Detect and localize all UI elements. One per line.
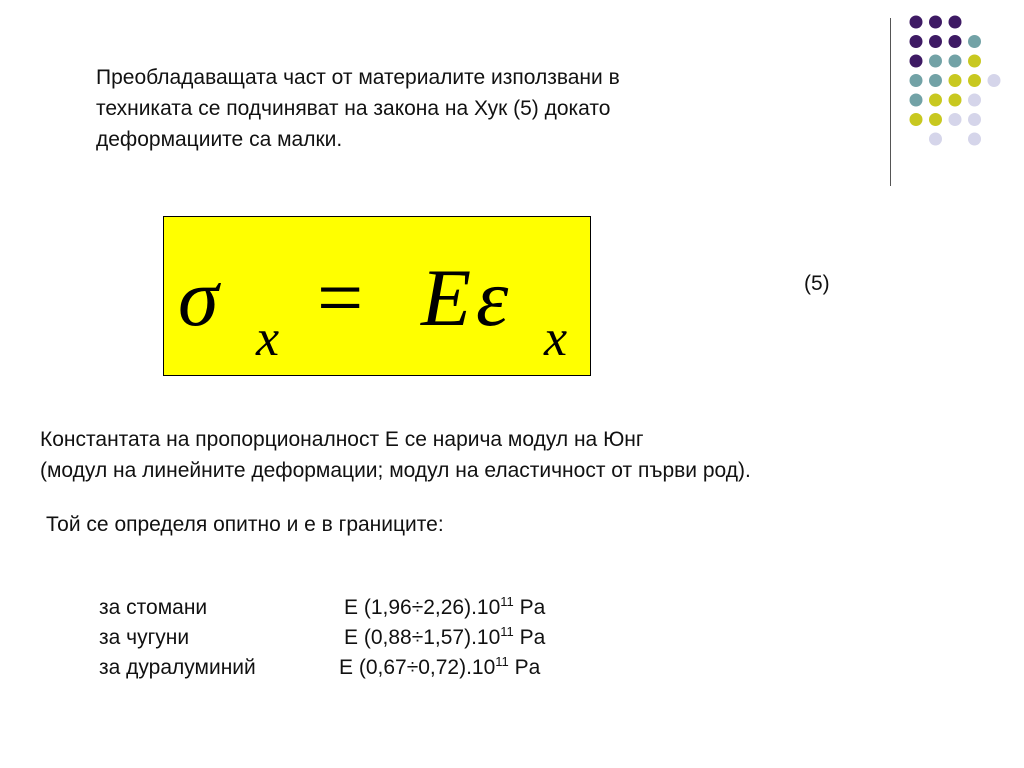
- decorative-dot: [929, 16, 942, 29]
- formula-epsilon: ε: [476, 252, 509, 343]
- material-name: за чугуни: [99, 626, 190, 649]
- decorative-dot: [949, 74, 962, 87]
- decorative-dot: [929, 35, 942, 48]
- experiment-sentence: Той се определя опитно и е в границите:: [46, 513, 444, 536]
- decorative-dot: [949, 16, 962, 29]
- decorative-dot: [968, 133, 981, 146]
- decorative-dot-grid: [900, 10, 1010, 170]
- decorative-dot: [910, 94, 923, 107]
- material-value: [344, 626, 545, 650]
- decorative-dot: [949, 113, 962, 126]
- value-prefix: Е (0,88÷1,57).10: [344, 626, 501, 649]
- material-name: за дуралуминий: [99, 656, 256, 679]
- value-unit: Pa: [508, 656, 541, 679]
- intro-line-3: деформациите са малки.: [96, 128, 343, 151]
- young-line-2: (модул на линейните деформации; модул на еластичност от първи род).: [40, 459, 751, 482]
- value-unit: Pa: [513, 596, 546, 619]
- decorative-dot: [910, 113, 923, 126]
- material-name: за стомани: [99, 596, 208, 619]
- intro-paragraph: [96, 62, 796, 155]
- hooke-law-formula-box: [163, 216, 591, 376]
- decorative-dot: [968, 35, 981, 48]
- decorative-dot: [968, 94, 981, 107]
- material-value: [344, 596, 545, 620]
- decorative-dot: [968, 113, 981, 126]
- young-modulus-paragraph: [40, 424, 751, 486]
- formula-equals: =: [317, 252, 364, 343]
- decorative-dot: [929, 55, 942, 68]
- value-exponent: 11: [500, 594, 514, 609]
- decorative-dot: [929, 74, 942, 87]
- intro-line-2: техниката се подчиняват на закона на Хук (5) докато: [96, 97, 611, 120]
- decorative-dot: [968, 74, 981, 87]
- decorative-dot: [988, 74, 1001, 87]
- young-line-1: Константата на пропорционалност Е се нарича модул на Юнг: [40, 428, 644, 451]
- formula-E: E: [421, 252, 472, 343]
- value-unit: Pa: [513, 626, 546, 649]
- value-exponent: 11: [495, 654, 509, 669]
- decorative-dot: [929, 133, 942, 146]
- decorative-dot: [949, 55, 962, 68]
- value-prefix: Е (1,96÷2,26).10: [344, 596, 501, 619]
- value-prefix: Е (0,67÷0,72).10: [339, 656, 496, 679]
- decorative-dot: [910, 35, 923, 48]
- decorative-dot: [910, 16, 923, 29]
- formula-sigma: σ: [178, 252, 219, 343]
- formula-subscript-x-1: x: [256, 310, 280, 367]
- decorative-dot: [910, 74, 923, 87]
- hooke-law-formula: [164, 217, 589, 374]
- decorative-dot: [968, 55, 981, 68]
- decorative-dot: [929, 113, 942, 126]
- decorative-dot: [949, 94, 962, 107]
- formula-subscript-x-2: x: [544, 310, 568, 367]
- value-exponent: 11: [500, 624, 514, 639]
- intro-line-1: Преобладаващата част от материалите използвани в: [96, 66, 620, 89]
- decorative-divider: [890, 18, 891, 186]
- decorative-dot: [910, 55, 923, 68]
- material-value: [339, 656, 540, 680]
- equation-number: (5): [804, 272, 830, 295]
- decorative-dot: [949, 35, 962, 48]
- decorative-dot: [929, 94, 942, 107]
